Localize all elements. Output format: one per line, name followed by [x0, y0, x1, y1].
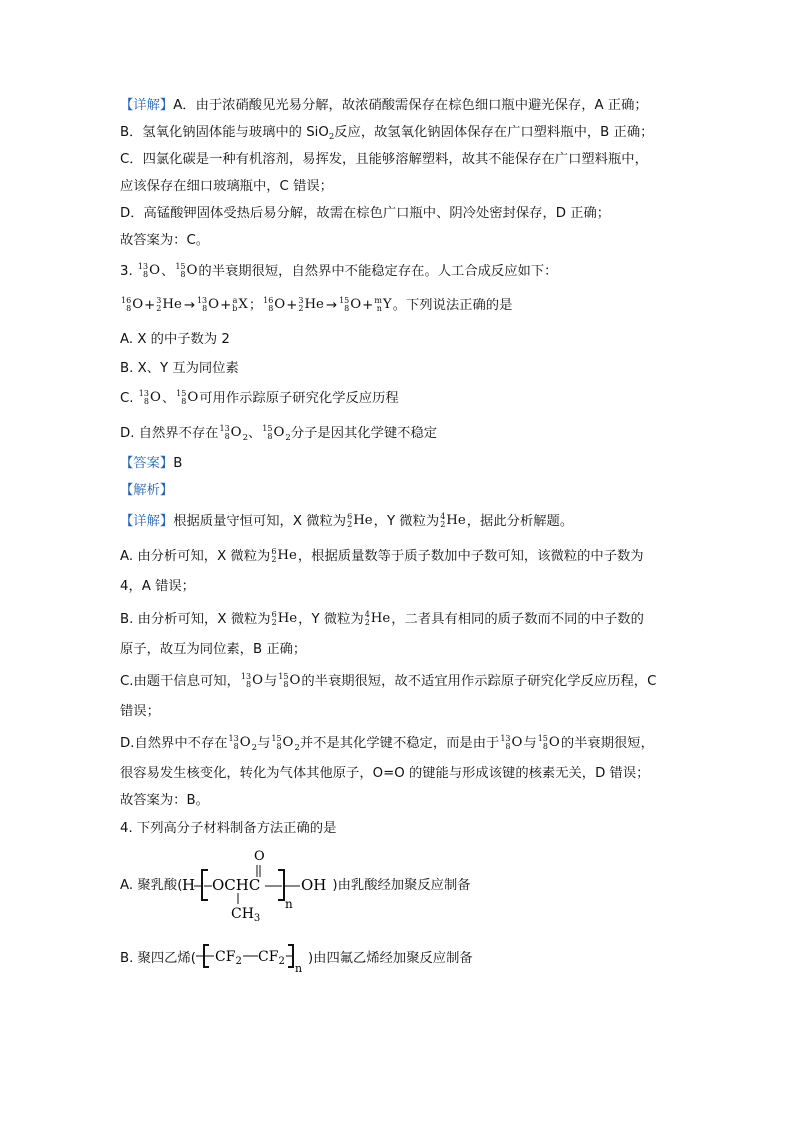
- nuclide-o15: 15 8 O: [175, 261, 198, 279]
- q3-option-a: A. X 的中子数为 2: [120, 332, 230, 347]
- pla-methyl: $CH_3$: [231, 906, 261, 922]
- pla-oh: OH: [301, 876, 327, 894]
- nuclide-o16: 16 8 O: [121, 295, 144, 313]
- pla-n: n: [285, 897, 294, 911]
- nuclide-o16: 16 8 O: [263, 295, 286, 313]
- nuclide-o15: 15 8 O: [271, 733, 294, 751]
- detail2-a-1: A. 由分析可知，X 微粒为 6 2 He ，根据质量数等于质子数加中子数可知，该微粒的中子数为: [120, 546, 644, 564]
- detail2-a-2: 4，A 错误；: [120, 579, 195, 594]
- nuclide-o13: 13 8 O: [228, 733, 251, 751]
- detail-line-b: B．氢氧化钠固体能与玻璃中的 SiO$_2$反应，故氢氧化钠固体保存在广口塑料瓶中，B 正确；: [120, 125, 654, 142]
- q3-equations: 16 8 O + 3 2 He → 13 8 O + a b X ； 16 8 O + 3 2 He → 15 8 O + m n Y 。下列说法正确的是: [121, 295, 513, 313]
- nuclide-he3: 3 2 He: [156, 295, 182, 313]
- detail-answer: 故答案为：C。: [120, 233, 210, 248]
- detail-tag: 【详解】: [120, 98, 174, 113]
- q3-option-d: D. 自然界不存在 13 8 O $_2$、 15 8 O $_2$分子是因其化学键不稳定: [120, 423, 438, 443]
- nuclide-y: m n Y: [374, 295, 392, 313]
- pla-h: H: [182, 876, 196, 894]
- nuclide-o13: 13 8 O: [138, 388, 161, 406]
- q3-option-b: B. X、Y 互为同位素: [120, 361, 239, 376]
- q3-option-c: C. 13 8 O 、 15 8 O 可用作示踪原子研究化学反应历程: [120, 388, 399, 406]
- detail2-line-1: 【详解】根据质量守恒可知，X 微粒为 6 2 He ，Y 微粒为 4 2 He ，据此分析解题。: [120, 511, 574, 529]
- detail2-d-2: 很容易发生核变化，转化为气体其他原子，O=O 的键能与形成该键的核素无关，D 错误；: [120, 766, 650, 781]
- nuclide-o13: 13 8 O: [219, 423, 242, 441]
- pla-bracket-right: [278, 870, 284, 900]
- q4-option-a: A. 聚乳酸( H OCHC O $CH_3$ n OH )由乳酸经加聚反应制备: [120, 849, 471, 922]
- detail2-answer: 故答案为：B。: [120, 793, 209, 808]
- q3-analysis-tag: 【解析】: [120, 483, 174, 498]
- detail-line-c2: 应该保存在细口玻璃瓶中，C 错误；: [120, 179, 333, 194]
- detail2-b-1: B. 由分析可知，X 微粒为 6 2 He ，Y 微粒为 4 2 He ，二者具有相同的质子数而不同的中子数的: [120, 609, 644, 627]
- detail-line-a: 【详解】A．由于浓硝酸见光易分解，故浓硝酸需保存在棕色细口瓶中避光保存，A 正确；: [120, 98, 648, 113]
- detail2-c-1: C.由题干信息可知， 13 8 O 与 15 8 O 的半衰期很短，故不适宜用作示踪原子研究化学反应历程，C: [120, 671, 657, 689]
- q4-stem: 4. 下列高分子材料制备方法正确的是: [120, 821, 337, 836]
- detail-line-d: D．高锰酸钾固体受热后易分解，故需在棕色广口瓶中、阴冷处密封保存，D 正确；: [120, 206, 611, 221]
- detail-line-c1: C．四氯化碳是一种有机溶剂，易挥发，且能够溶解塑料，故其不能保存在广口塑料瓶中，: [120, 152, 648, 167]
- nuclide-o15: 15 8 O: [176, 388, 199, 406]
- nuclide-he6: 6 2 He: [347, 511, 373, 529]
- nuclide-o15: 15 8 O: [262, 423, 285, 441]
- pla-carbonyl-o: O: [254, 849, 266, 864]
- nuclide-o15: 15 8 O: [278, 671, 301, 689]
- nuclide-x: a b X: [232, 295, 248, 313]
- ptfe-structure: [196, 943, 308, 973]
- nuclide-he6: 6 2 He: [271, 546, 297, 564]
- nuclide-he3: 3 2 He: [298, 295, 324, 313]
- nuclide-o15: 15 8 O: [339, 295, 362, 313]
- nuclide-he6: 6 2 He: [271, 609, 298, 627]
- detail2-c-2: 错误；: [120, 704, 160, 719]
- nuclide-he4: 4 2 He: [364, 609, 391, 627]
- detail2-b-2: 原子，故互为同位素，B 正确；: [120, 642, 307, 657]
- ptfe-cf2-2: $CF_2$: [257, 949, 285, 967]
- nuclide-o13: 13 8 O: [240, 671, 263, 689]
- nuclide-he4: 4 2 He: [440, 511, 466, 529]
- q3-answer: 【答案】B: [120, 456, 183, 471]
- nuclide-o13: 13 8 O: [500, 733, 523, 751]
- ptfe-cf2-1: $CF_2$: [214, 949, 242, 967]
- nuclide-o13: 13 8 O: [137, 261, 161, 279]
- pla-bracket-left: [202, 870, 208, 900]
- q4-option-b: B. 聚四乙烯( $CF_2$ $CF_2$ n )由四氟乙烯经加聚反应制备: [120, 949, 676, 968]
- detail2-d-1: D.自然界中不存在 13 8 O $_2$与 15 8 O $_2$并不是其化学键不稳定，而是由于 13 8 O 与 15 8 O 的半衰期很短，: [120, 733, 654, 753]
- nuclide-o13: 13 8 O: [196, 295, 220, 313]
- ptfe-n: n: [294, 962, 303, 973]
- q3-stem: 3. 13 8 O 、 15 8 O 的半衰期很短，自然界中不能稳定存在。人工合成反应如下：: [120, 261, 558, 279]
- pla-structure: [182, 848, 332, 922]
- pla-unit: OCHC: [212, 876, 261, 894]
- nuclide-o15: 15 8 O: [537, 733, 560, 751]
